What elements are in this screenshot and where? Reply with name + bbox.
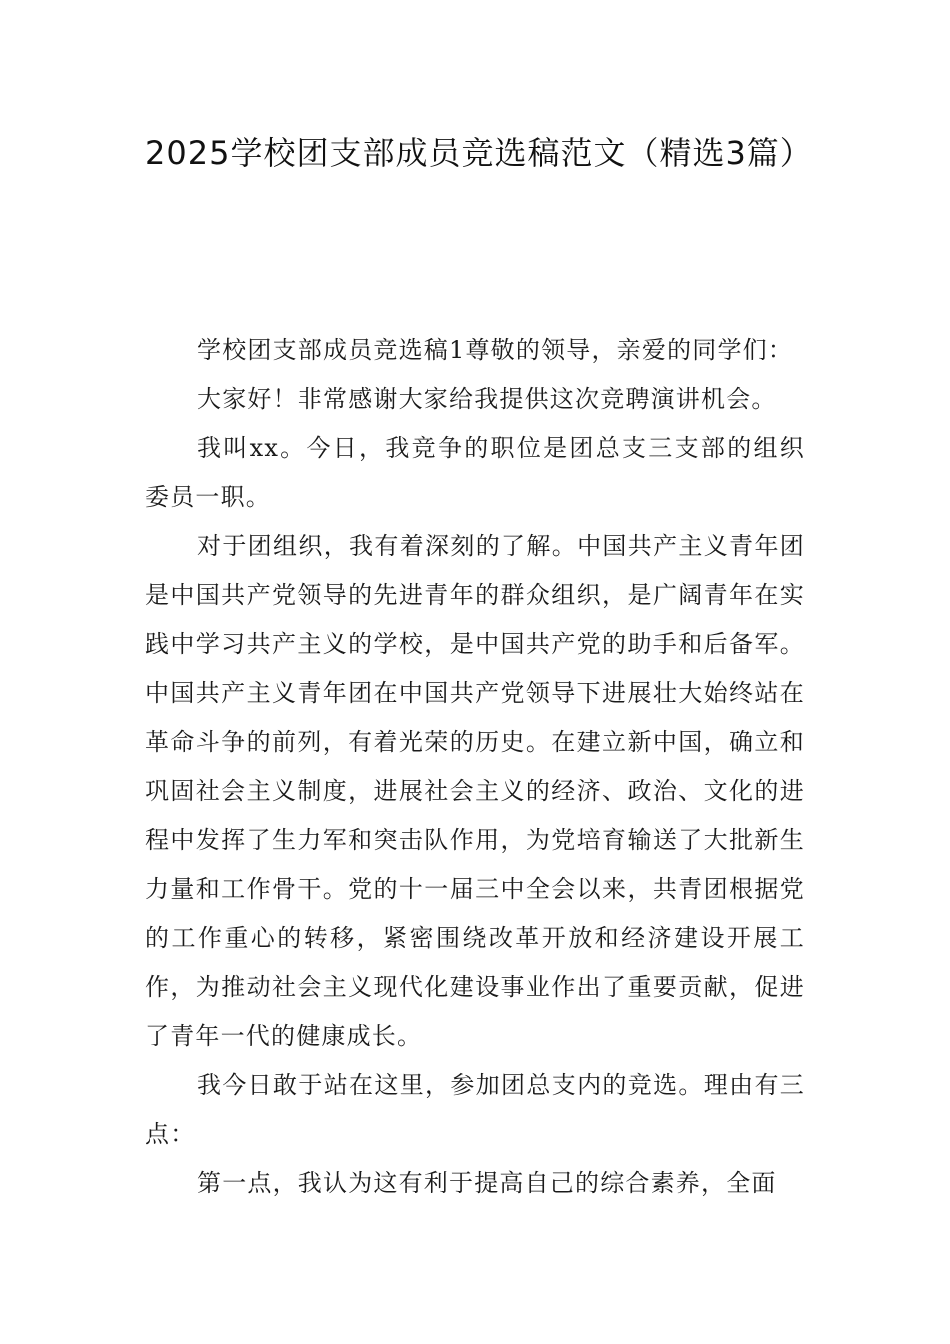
paragraph-greeting: 大家好！非常感谢大家给我提供这次竞聘演讲机会。 [197,385,777,413]
document-body [145,326,805,1208]
paragraph-reasons: 我今日敢于站在这里，参加团总支内的竞选。理由有三点： [145,1071,805,1148]
paragraph-first-point: 第一点，我认为这有利于提高自己的综合素养，全面 [197,1169,777,1197]
paragraph-introduction: 我叫xx。今日，我竞争的职位是团总支三支部的组织委员一职。 [145,434,805,511]
document-title: 2025学校团支部成员竞选稿范文（精选3篇） [145,134,813,172]
paragraph-salutation: 学校团支部成员竞选稿1尊敬的领导，亲爱的同学们： [197,336,794,364]
paragraph-league-overview: 对于团组织，我有着深刻的了解。中国共产主义青年团是中国共产党领导的先进青年的群众组织，是广阔青年在实践中学习共产主义的学校，是中国共产党的助手和后备军。中国共产主义青年团在中国共产党领导下进展壮大始终站在革命斗争的前列，有着光荣的历史。在建立新中国，确立和巩固社会主义制度，进展社会主义的经济、政治、文化的进程中发挥了生力军和突击队作用，为党培育输送了大批新生力量和工作骨干。党的十一届三中全会以来，共青团根据党的工作重心的转移，紧密围绕改革开放和经济建设开展工作，为推动社会主义现代化建设事业作出了重要贡献，促进了青年一代的健康成长。 [145,532,805,1050]
